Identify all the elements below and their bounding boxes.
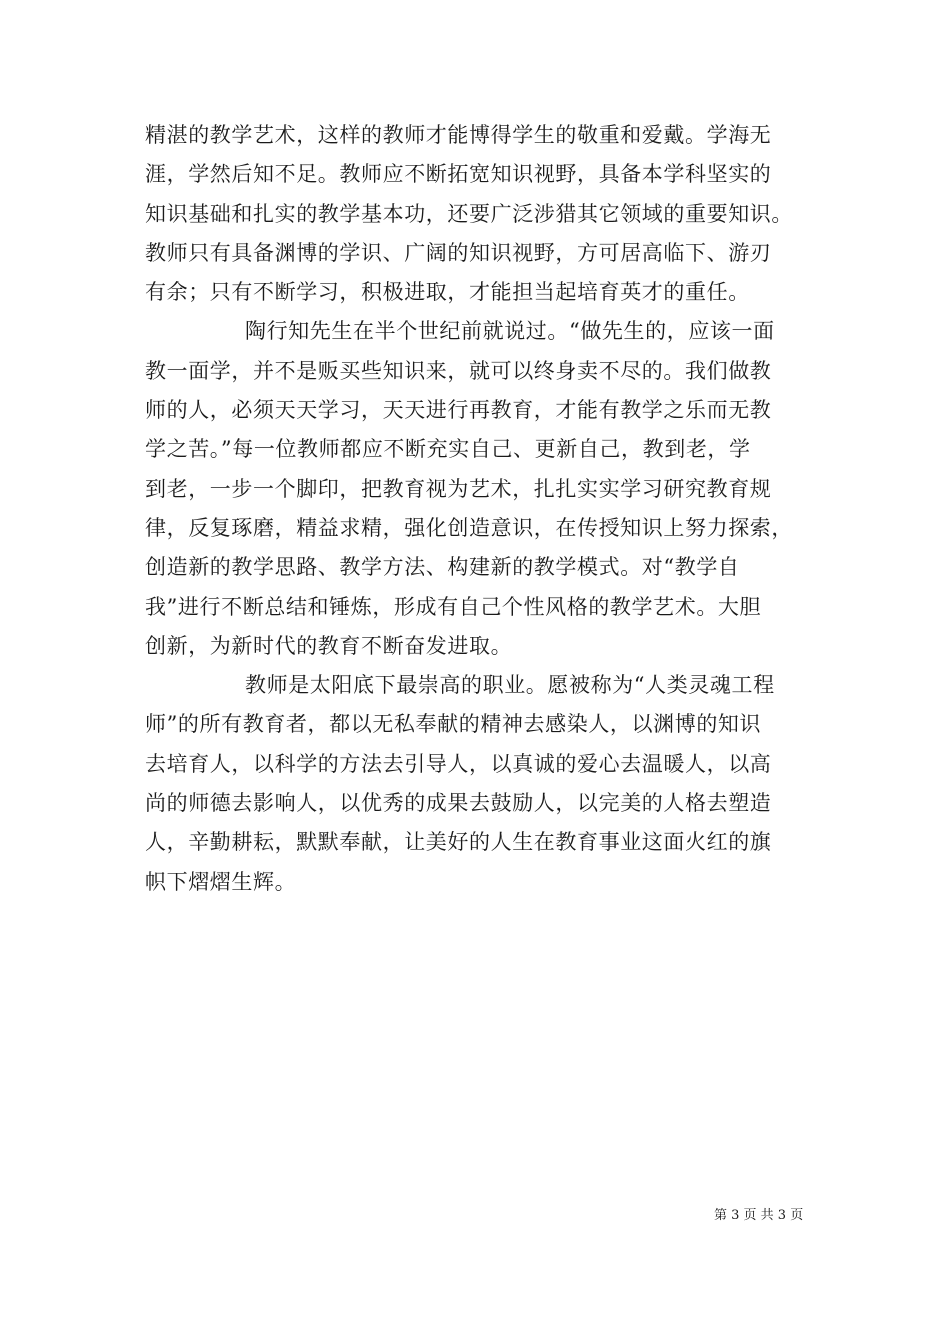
paragraph-start-line: 教师是太阳底下最崇高的职业。愿被称为“人类灵魂工程	[245, 673, 775, 698]
text-line: 师”的所有教育者，都以无私奉献的精神去感染人，以渊博的知识	[145, 712, 762, 737]
text-line: 尚的师德去影响人，以优秀的成果去鼓励人，以完美的人格去塑造	[145, 791, 772, 816]
text-line: 精湛的教学艺术，这样的教师才能博得学生的敬重和爱戴。学海无	[145, 123, 772, 147]
text-line: 人，辛勤耕耘，默默奉献，让美好的人生在教育事业这面火红的旗	[145, 830, 772, 855]
text-line: 到老，一步一个脚印，把教育视为艺术，扎扎实实学习研究教育规	[145, 476, 772, 501]
text-line: 教师只有具备渊博的学识、广阔的知识视野，方可居高临下、游刃	[145, 240, 772, 265]
page-number-footer: 第 3 页 共 3 页	[714, 1208, 804, 1223]
text-line: 学之苦。”每一位教师都应不断充实自己、更新自己，教到老，学	[145, 437, 751, 462]
text-line: 帜下熠熠生辉。	[145, 869, 297, 894]
text-line: 创造新的教学思路、教学方法、构建新的教学模式。对“教学自	[145, 555, 740, 580]
text-line: 律，反复琢磨，精益求精，强化创造意识，在传授知识上努力探索，	[145, 515, 793, 540]
text-line: 教一面学，并不是贩买些知识来，就可以终身卖不尽的。我们做教	[145, 358, 772, 383]
text-line: 去培育人，以科学的方法去引导人，以真诚的爱心去温暖人，以高	[145, 751, 772, 776]
text-line: 知识基础和扎实的教学基本功，还要广泛涉猎其它领域的重要知识。	[145, 201, 793, 226]
text-line: 我”进行不断总结和锤炼，形成有自己个性风格的教学艺术。大胆	[145, 594, 762, 619]
paragraph-start-line: 陶行知先生在半个世纪前就说过。“做先生的，应该一面	[245, 319, 775, 344]
text-line: 有余；只有不断学习，积极进取，才能担当起培育英才的重任。	[145, 280, 750, 305]
text-line: 创新，为新时代的教育不断奋发进取。	[145, 633, 513, 658]
text-line: 师的人，必须天天学习，天天进行再教育，才能有教学之乐而无教	[145, 398, 772, 423]
text-line: 涯，学然后知不足。教师应不断拓宽知识视野，具备本学科坚实的	[145, 162, 772, 187]
body-text	[145, 116, 825, 902]
